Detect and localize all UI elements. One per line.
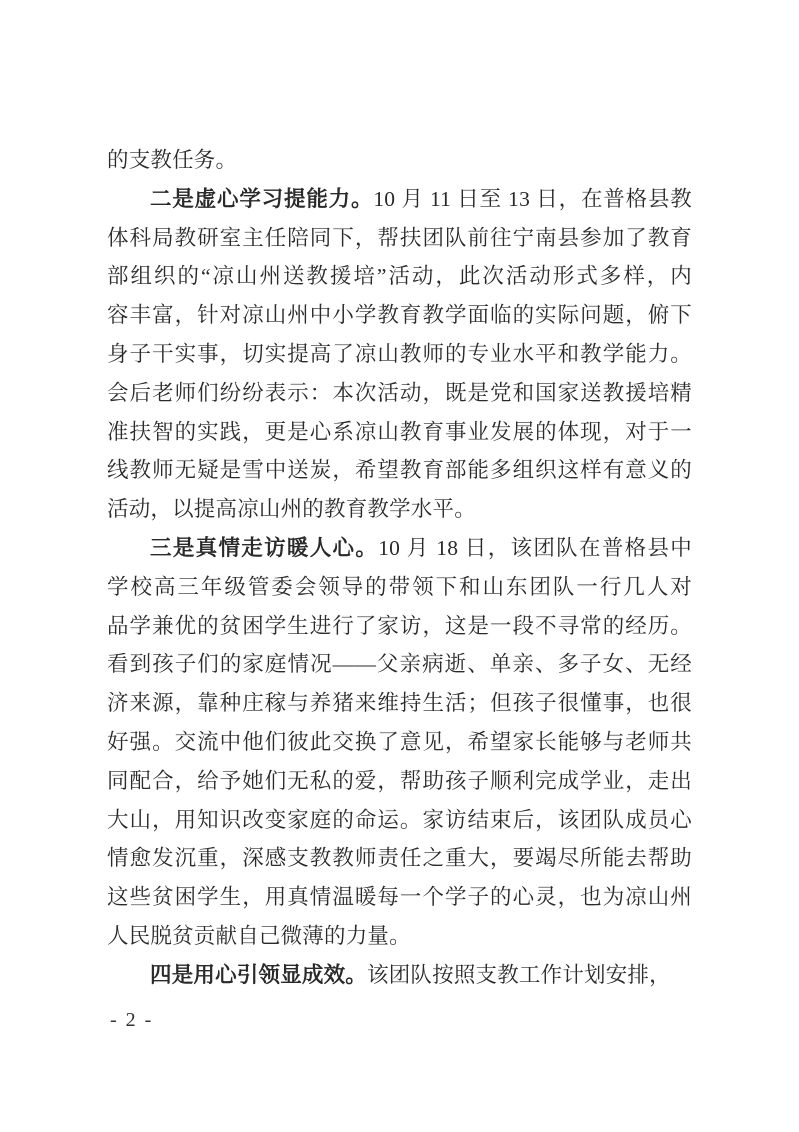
text-segment: 会后老师们纷纷表示：本次活动，既是党和国家送教援培精 [107,380,692,405]
para-continuation [107,141,692,180]
para-section-two [107,180,692,529]
text-line [107,180,692,219]
text-segment: 的支教任务。 [107,148,238,172]
text-segment: 好强。交流中他们彼此交换了意见，希望家长能够与老师共 [107,729,692,754]
text-segment: 大山，用知识改变家庭的命运。家访结束后，该团队成员心 [107,807,692,832]
document-body [107,141,692,995]
text-segment: 济来源，靠种庄稼与养猪来维持生活；但孩子很懂事，也很 [107,691,692,716]
text-line [107,917,692,956]
text-segment: 同配合，给予她们无私的爱，帮助孩子顺利完成学业，走出 [107,768,692,793]
text-line [107,801,692,840]
text-segment: 10 月 18 日，该团队在普格县中 [378,535,692,560]
text-line [107,762,692,801]
text-line [107,413,692,452]
text-line [107,490,692,529]
section-heading: 四是用心引领显成效。 [150,962,368,987]
text-line [107,374,692,413]
para-section-four [107,956,692,995]
text-segment: 线教师无疑是雪中送炭，希望教育部能多组织这样有意义的 [107,458,692,483]
text-segment: 容丰富，针对凉山州中小学教育教学面临的实际问题，俯下 [107,303,692,328]
text-segment: 身子干实事，切实提高了凉山教师的专业水平和教学能力。 [107,341,692,366]
text-line [107,451,692,490]
section-heading: 三是真情走访暖人心。 [150,535,379,560]
text-segment: 部组织的“凉山州送教援培”活动，此次活动形式多样，内 [107,264,692,289]
text-line [107,568,692,607]
text-segment: 10 月 11 日至 13 日，在普格县教 [373,186,692,211]
text-segment: 体科局教研室主任陪同下，帮扶团队前往宁南县参加了教育 [107,225,692,250]
text-line [107,529,692,568]
text-segment: 品学兼优的贫困学生进行了家访，这是一段不寻常的经历。 [107,613,692,638]
text-segment: 活动，以提高凉山州的教育教学水平。 [107,497,476,522]
text-line [107,219,692,258]
text-segment: 这些贫困学生，用真情温暖每一个学子的心灵，也为凉山州 [107,885,692,910]
text-segment: 看到孩子们的家庭情况——父亲病逝、单亲、多子女、无经 [107,652,692,677]
text-line [107,257,692,296]
text-line [107,335,692,374]
text-segment: 准扶智的实践，更是心系凉山教育事业发展的体现，对于一 [107,419,692,444]
text-segment: 学校高三年级管委会领导的带领下和山东团队一行几人对 [107,574,692,599]
text-line [107,645,692,684]
section-heading: 二是虚心学习提能力。 [150,186,374,211]
text-segment: 情愈发沉重，深感支教教师责任之重大，要竭尽所能去帮助 [107,846,692,871]
text-line [107,956,692,995]
text-line [107,607,692,646]
text-segment: 该团队按照支教工作计划安排， [367,962,671,987]
text-segment: 人民脱贫贡献自己微薄的力量。 [107,923,411,948]
page-number: - 2 - [110,1009,154,1031]
para-section-three [107,529,692,956]
text-line [107,684,692,723]
text-line [107,723,692,762]
text-line [107,839,692,878]
text-line [107,296,692,335]
text-line [107,878,692,917]
text-line [107,141,692,180]
